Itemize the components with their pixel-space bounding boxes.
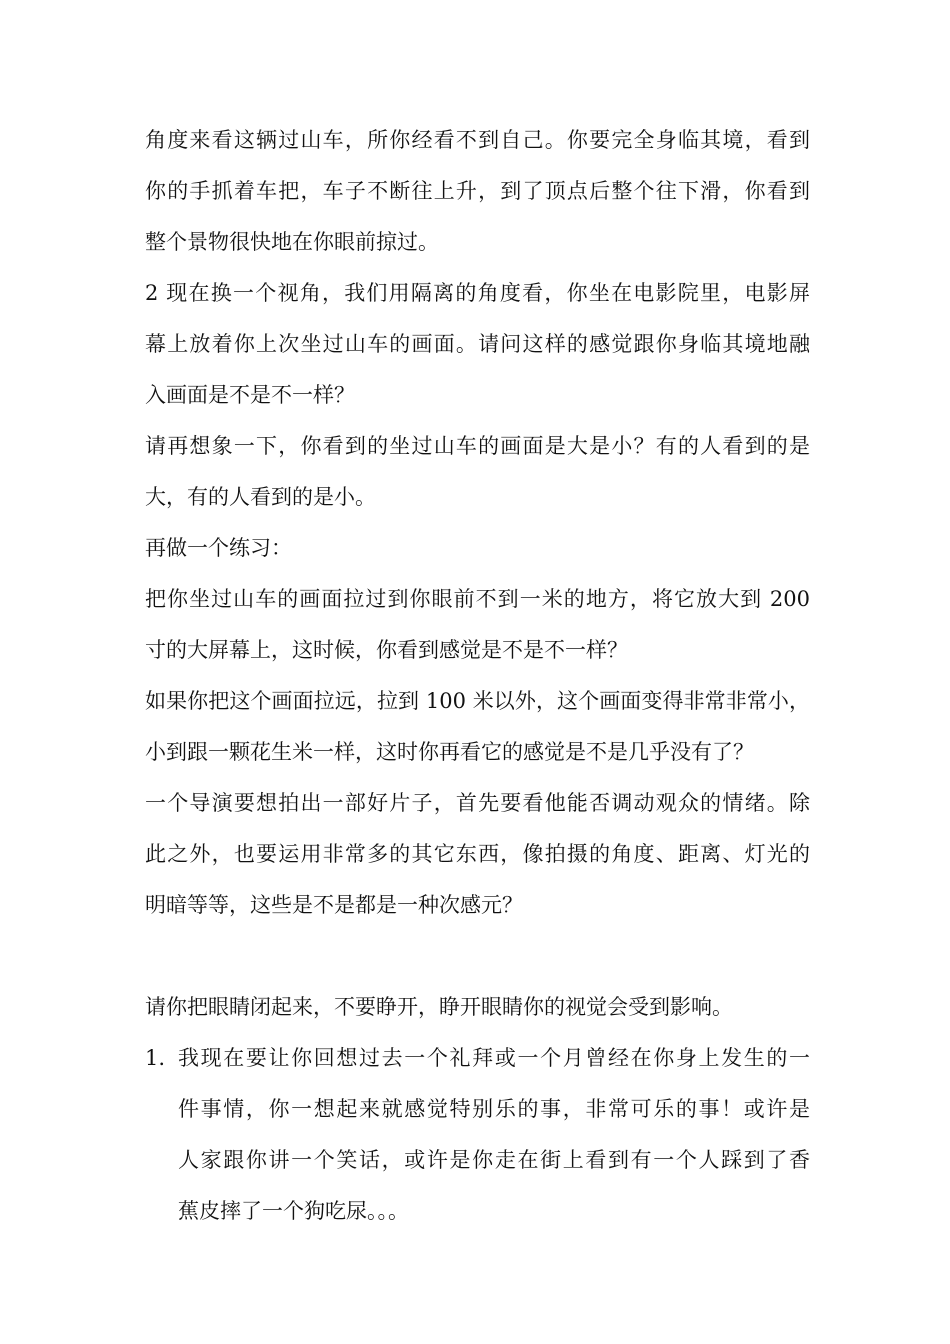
text-line: 把你坐过山车的画面拉过到你眼前不到一米的地方，将它放大到 200 <box>145 587 810 611</box>
list-item <box>145 1033 810 1237</box>
text-line: 件事情，你一想起来就感觉特别乐的事，非常可乐的事！或许是 <box>178 1097 810 1121</box>
list-marker: 1. <box>145 1046 166 1070</box>
text-line: 请再想象一下，你看到的坐过山车的画面是大是小？有的人看到的是 <box>145 434 810 458</box>
paragraph <box>145 115 810 268</box>
text-line: 整个景物很快地在你眼前掠过。 <box>145 230 439 254</box>
text-line: 此之外，也要运用非常多的其它东西，像拍摄的角度、距离、灯光的 <box>145 842 810 866</box>
text-line: 我现在要让你回想过去一个礼拜或一个月曾经在你身上发生的一 <box>178 1046 810 1070</box>
text-line: 2 现在换一个视角，我们用隔离的角度看，你坐在电影院里，电影屏 <box>145 281 810 305</box>
list-item-body <box>178 1033 810 1237</box>
text-line: 大，有的人看到的是小。 <box>145 485 376 509</box>
paragraph <box>145 676 810 778</box>
text-line: 再做一个练习： <box>145 536 292 560</box>
text-line: 一个导演要想拍出一部好片子，首先要看他能否调动观众的情绪。除 <box>145 791 810 815</box>
text-line: 角度来看这辆过山车，所你经看不到自己。你要完全身临其境，看到 <box>145 128 810 152</box>
text-line: 寸的大屏幕上，这时候，你看到感觉是不是不一样？ <box>145 638 628 662</box>
text-line: 你的手抓着车把，车子不断往上升，到了顶点后整个往下滑，你看到 <box>145 179 810 203</box>
paragraph <box>145 778 810 931</box>
paragraph <box>145 574 810 676</box>
paragraph-spacer <box>145 931 810 982</box>
text-line: 人家跟你讲一个笑话，或许是你走在街上看到有一个人踩到了香 <box>178 1148 810 1172</box>
text-line: 如果你把这个画面拉远，拉到 100 米以外，这个画面变得非常非常小， <box>145 689 810 713</box>
document-body <box>145 115 810 1237</box>
numbered-list <box>145 1033 810 1237</box>
text-line: 请你把眼睛闭起来，不要睁开，睁开眼睛你的视觉会受到影响。 <box>145 995 733 1019</box>
text-line: 明暗等等，这些是不是都是一种次感元？ <box>145 893 523 917</box>
paragraph <box>145 268 810 421</box>
text-line: 蕉皮摔了一个狗吃尿。。。 <box>178 1199 409 1223</box>
text-line: 入画面是不是不一样？ <box>145 383 355 407</box>
paragraph <box>145 421 810 523</box>
text-line: 小到跟一颗花生米一样，这时你再看它的感觉是不是几乎没有了？ <box>145 740 754 764</box>
text-line: 幕上放着你上次坐过山车的画面。请问这样的感觉跟你身临其境地融 <box>145 332 810 356</box>
paragraph <box>145 523 810 574</box>
instruction-paragraph <box>145 982 810 1033</box>
